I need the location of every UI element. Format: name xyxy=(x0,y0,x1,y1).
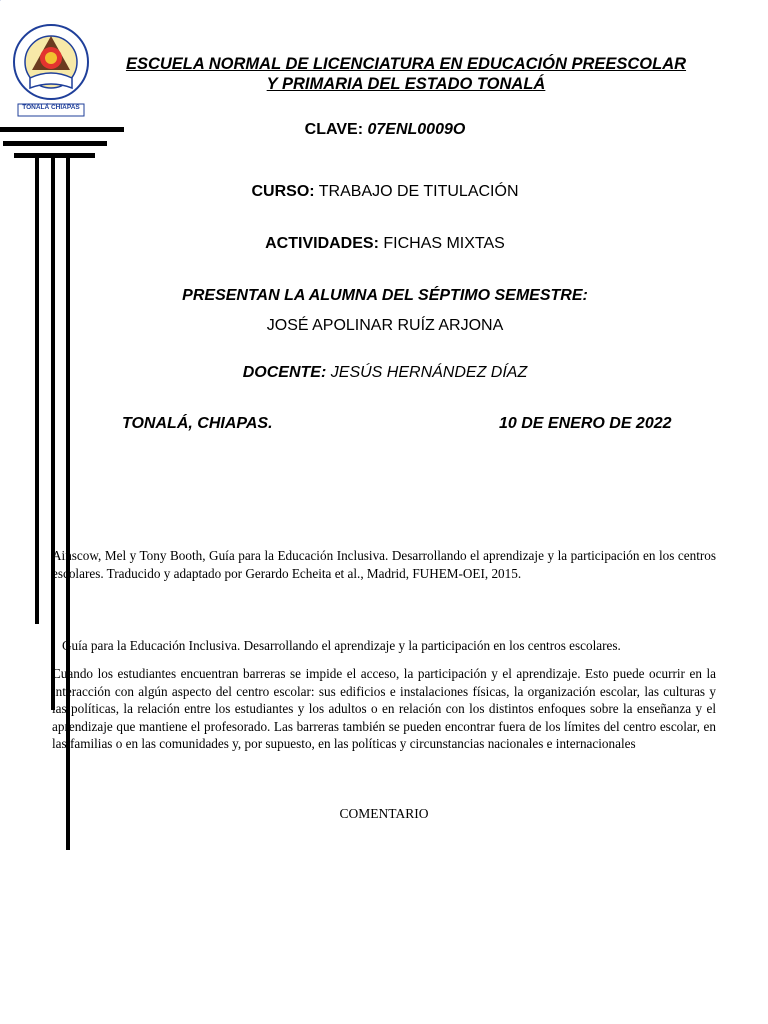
clave-label: CLAVE: xyxy=(304,121,364,138)
curso-label: CURSO: xyxy=(251,183,315,200)
presentan-label: PRESENTAN LA ALUMNA DEL SÉPTIMO SEMESTRE: xyxy=(182,287,588,304)
card-subtitle: Guía para la Educación Inclusiva. Desarrollando el aprendizaje y la participación en los centros escolares. xyxy=(62,638,621,653)
student-name: JOSÉ APOLINAR RUÍZ ARJONA xyxy=(266,317,504,334)
decor-vbar-2 xyxy=(51,158,55,710)
title-line-1: ESCUELA NORMAL DE LICENCIATURA EN EDUCACIÓN PREESCOLAR xyxy=(125,55,687,73)
date-text: 10 DE ENERO DE 2022 xyxy=(499,415,672,432)
clave-value: 07ENL0009O xyxy=(367,121,466,138)
logo-banner-text: TONALÁ CHIAPAS xyxy=(22,104,80,111)
comment-heading: COMENTARIO xyxy=(339,806,429,821)
actividades-line xyxy=(100,235,670,253)
actividades-value: FICHAS MIXTAS xyxy=(383,235,505,252)
decor-vbar-1 xyxy=(35,158,39,624)
docente-value: JESÚS HERNÁNDEZ DÍAZ xyxy=(330,364,528,381)
quote-paragraph: Cuando los estudiantes encuentran barreras se impide el acceso, la participación y el aprendizaje. Esto puede ocurrir en la interacción con algún aspecto del centro escolar: sus edificios e instalaciones físicas, la organización escolar, las culturas y las políticas, la relación entre los estudiantes y los adultos o en relación con los distintos enfoques sobre la enseñanza y el aprendizaje que mantiene el profesorado. Las barreras también se pueden encontrar fuera de los límites del centro escolar, en las familias o en las comunidades y, por supuesto, en las políticas y circunstancias nacionales e internacionales xyxy=(52,666,716,751)
decor-hbar-2 xyxy=(3,141,107,146)
place-text: TONALÁ, CHIAPAS. xyxy=(122,415,273,432)
logo-ring-text xyxy=(0,0,1,1)
clave-line xyxy=(100,121,670,139)
docente-line xyxy=(100,364,670,382)
curso-line xyxy=(100,183,670,201)
school-title xyxy=(100,54,712,94)
curso-value: TRABAJO DE TITULACIÓN xyxy=(318,183,519,200)
bibliographic-reference: Ainscow, Mel y Tony Booth, Guía para la Educación Inclusiva. Desarrollando el aprendizaje y la participación en los centros escolares. Traducido y adaptado por Gerardo Echeita et al., Madrid, FUHEM-OEI, 2015. xyxy=(52,548,716,581)
docente-label: DOCENTE: xyxy=(242,364,327,381)
actividades-label: ACTIVIDADES: xyxy=(265,235,379,252)
title-line-2: Y PRIMARIA DEL ESTADO TONALÁ xyxy=(266,75,546,93)
